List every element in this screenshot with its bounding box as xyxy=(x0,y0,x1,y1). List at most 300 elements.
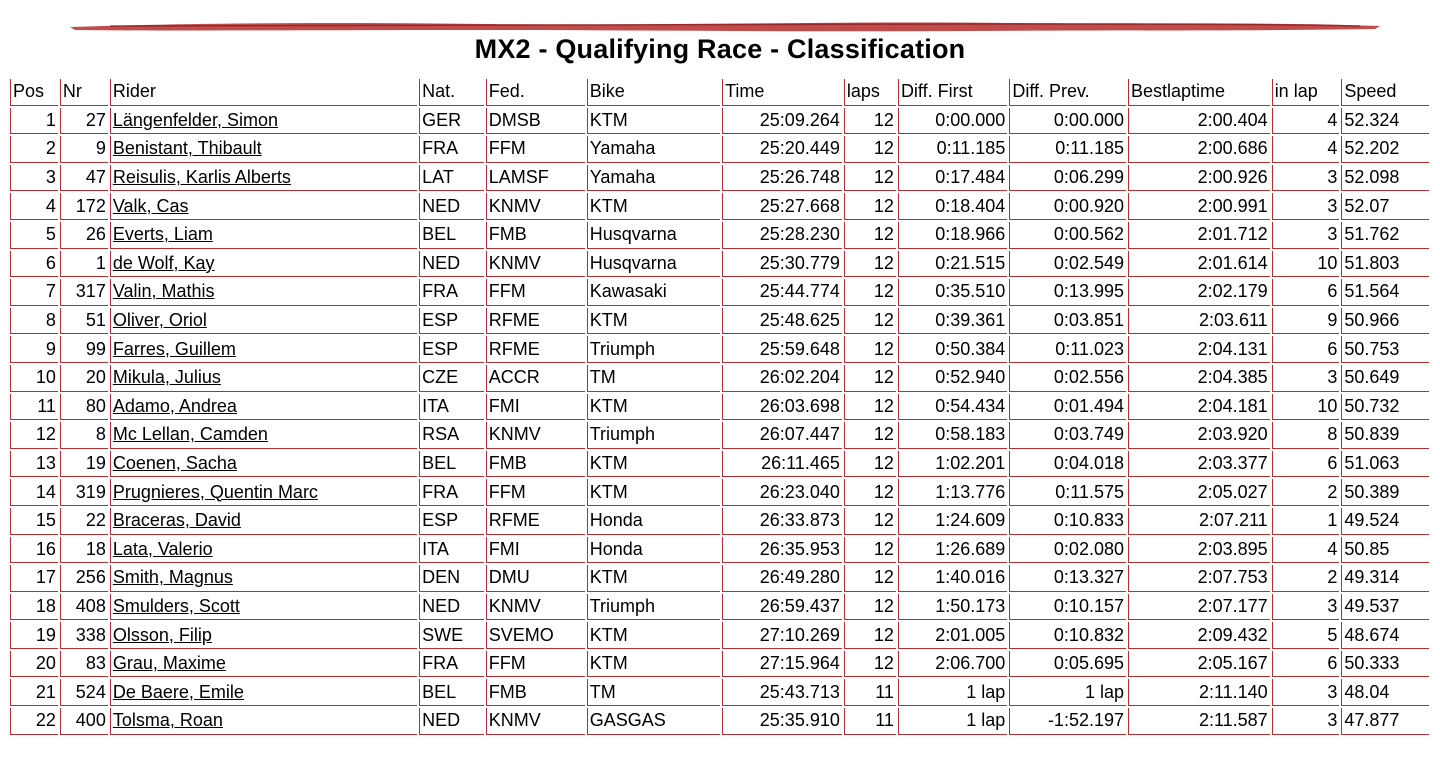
table-row xyxy=(10,594,1429,621)
bike-cell: KTM xyxy=(587,651,720,678)
in-lap-cell: 3 xyxy=(1272,365,1340,392)
nr-cell: 20 xyxy=(60,365,108,392)
in-lap-cell: 3 xyxy=(1272,594,1340,621)
nat-cell: ITA xyxy=(419,537,484,564)
diff-first-cell: 1:50.173 xyxy=(898,594,1007,621)
time-cell: 25:35.910 xyxy=(722,708,842,735)
rider-link[interactable]: Olsson, Filip xyxy=(112,624,212,645)
rider-cell xyxy=(110,108,417,135)
bestlaptime-cell: 2:04.131 xyxy=(1128,336,1270,363)
diff-prev-cell: 0:00.920 xyxy=(1009,193,1126,220)
rider-link[interactable]: de Wolf, Kay xyxy=(112,252,215,273)
nat-cell: BEL xyxy=(419,451,484,478)
in-lap-cell: 10 xyxy=(1272,251,1340,278)
nr-cell: 400 xyxy=(60,708,108,735)
speed-cell: 50.839 xyxy=(1341,422,1429,449)
time-cell: 26:33.873 xyxy=(722,508,842,535)
nr-cell: 317 xyxy=(60,279,108,306)
rider-link[interactable]: Valin, Mathis xyxy=(112,281,215,302)
nr-cell: 19 xyxy=(60,451,108,478)
rider-link[interactable]: Prugnieres, Quentin Marc xyxy=(112,481,318,502)
in-lap-cell: 3 xyxy=(1272,222,1340,249)
table-row xyxy=(10,537,1429,564)
laps-cell: 12 xyxy=(844,279,896,306)
diff-first-cell: 0:54.434 xyxy=(898,394,1007,421)
fed-cell: DMU xyxy=(486,565,585,592)
table-row xyxy=(10,679,1429,706)
nr-cell: 47 xyxy=(60,165,108,192)
rider-cell xyxy=(110,622,417,649)
diff-first-cell: 1:40.016 xyxy=(898,565,1007,592)
nat-cell: NED xyxy=(419,251,484,278)
diff-first-cell: 0:21.515 xyxy=(898,251,1007,278)
speed-cell: 50.389 xyxy=(1341,479,1429,506)
fed-cell: RFME xyxy=(486,336,585,363)
bike-cell: TM xyxy=(587,365,720,392)
in-lap-cell: 6 xyxy=(1272,279,1340,306)
nr-cell: 8 xyxy=(60,422,108,449)
table-row xyxy=(10,394,1429,421)
rider-cell xyxy=(110,279,417,306)
nr-cell: 18 xyxy=(60,537,108,564)
diff-prev-cell: 0:10.833 xyxy=(1009,508,1126,535)
rider-cell xyxy=(110,422,417,449)
fed-cell: KNMV xyxy=(486,708,585,735)
rider-cell xyxy=(110,679,417,706)
laps-cell: 12 xyxy=(844,222,896,249)
pos-cell: 8 xyxy=(10,308,58,335)
rider-cell xyxy=(110,365,417,392)
bestlaptime-cell: 2:03.611 xyxy=(1128,308,1270,335)
diff-prev-cell: 0:11.023 xyxy=(1009,336,1126,363)
rider-cell xyxy=(110,508,417,535)
rider-link[interactable]: Coenen, Sacha xyxy=(112,453,237,474)
diff-prev-cell: 0:05.695 xyxy=(1009,651,1126,678)
laps-cell: 12 xyxy=(844,136,896,163)
in-lap-cell: 3 xyxy=(1272,679,1340,706)
pos-cell: 19 xyxy=(10,622,58,649)
table-row xyxy=(10,479,1429,506)
diff-first-cell: 0:11.185 xyxy=(898,136,1007,163)
diff-first-cell: 0:00.000 xyxy=(898,108,1007,135)
bestlaptime-cell: 2:03.377 xyxy=(1128,451,1270,478)
rider-cell xyxy=(110,193,417,220)
nat-cell: CZE xyxy=(419,365,484,392)
time-cell: 25:59.648 xyxy=(722,336,842,363)
bestlaptime-cell: 2:05.027 xyxy=(1128,479,1270,506)
diff-prev-cell: 0:04.018 xyxy=(1009,451,1126,478)
nat-cell: RSA xyxy=(419,422,484,449)
fed-cell: FMB xyxy=(486,451,585,478)
nr-cell: 99 xyxy=(60,336,108,363)
speed-cell: 51.762 xyxy=(1341,222,1429,249)
col-pos: Pos xyxy=(10,79,58,106)
in-lap-cell: 4 xyxy=(1272,136,1340,163)
diff-first-cell: 1:24.609 xyxy=(898,508,1007,535)
fed-cell: LAMSF xyxy=(486,165,585,192)
bestlaptime-cell: 2:00.991 xyxy=(1128,193,1270,220)
table-row xyxy=(10,308,1429,335)
classification-table xyxy=(8,77,1431,737)
rider-link[interactable]: Adamo, Andrea xyxy=(112,395,237,416)
rider-link[interactable]: Mikula, Julius xyxy=(112,367,221,388)
bike-cell: Triumph xyxy=(587,422,720,449)
nr-cell: 51 xyxy=(60,308,108,335)
in-lap-cell: 9 xyxy=(1272,308,1340,335)
diff-prev-cell: 0:03.851 xyxy=(1009,308,1126,335)
rider-cell xyxy=(110,708,417,735)
rider-link[interactable]: Benistant, Thibault xyxy=(112,138,262,159)
diff-prev-cell: -1:52.197 xyxy=(1009,708,1126,735)
table-row xyxy=(10,108,1429,135)
bestlaptime-cell: 2:01.712 xyxy=(1128,222,1270,249)
rider-link[interactable]: Smith, Magnus xyxy=(112,567,233,588)
nat-cell: DEN xyxy=(419,565,484,592)
fed-cell: FMB xyxy=(486,679,585,706)
laps-cell: 11 xyxy=(844,708,896,735)
table-row xyxy=(10,565,1429,592)
time-cell: 26:59.437 xyxy=(722,594,842,621)
nr-cell: 27 xyxy=(60,108,108,135)
rider-cell xyxy=(110,308,417,335)
diff-first-cell: 1:02.201 xyxy=(898,451,1007,478)
fed-cell: KNMV xyxy=(486,193,585,220)
speed-cell: 50.753 xyxy=(1341,336,1429,363)
nr-cell: 408 xyxy=(60,594,108,621)
laps-cell: 12 xyxy=(844,251,896,278)
pos-cell: 9 xyxy=(10,336,58,363)
col-nr: Nr xyxy=(60,79,108,106)
col-time: Time xyxy=(722,79,842,106)
speed-cell: 48.674 xyxy=(1341,622,1429,649)
bestlaptime-cell: 2:00.404 xyxy=(1128,108,1270,135)
time-cell: 26:07.447 xyxy=(722,422,842,449)
laps-cell: 12 xyxy=(844,193,896,220)
diff-prev-cell: 0:01.494 xyxy=(1009,394,1126,421)
fed-cell: KNMV xyxy=(486,251,585,278)
table-row xyxy=(10,508,1429,535)
rider-link[interactable]: Smulders, Scott xyxy=(112,595,240,616)
nat-cell: GER xyxy=(419,108,484,135)
diff-first-cell: 0:39.361 xyxy=(898,308,1007,335)
laps-cell: 12 xyxy=(844,165,896,192)
table-row xyxy=(10,651,1429,678)
rider-link[interactable]: De Baere, Emile xyxy=(112,681,244,702)
time-cell: 25:30.779 xyxy=(722,251,842,278)
bike-cell: KTM xyxy=(587,451,720,478)
rider-cell xyxy=(110,336,417,363)
nat-cell: FRA xyxy=(419,651,484,678)
bike-cell: Honda xyxy=(587,508,720,535)
rider-link[interactable]: Grau, Maxime xyxy=(112,653,226,674)
fed-cell: DMSB xyxy=(486,108,585,135)
nr-cell: 83 xyxy=(60,651,108,678)
time-cell: 25:44.774 xyxy=(722,279,842,306)
diff-prev-cell: 0:00.000 xyxy=(1009,108,1126,135)
rider-link[interactable]: Valk, Cas xyxy=(112,195,189,216)
bike-cell: KTM xyxy=(587,193,720,220)
col-fed: Fed. xyxy=(486,79,585,106)
nat-cell: FRA xyxy=(419,279,484,306)
in-lap-cell: 3 xyxy=(1272,708,1340,735)
speed-cell: 50.649 xyxy=(1341,365,1429,392)
rider-cell xyxy=(110,594,417,621)
time-cell: 26:02.204 xyxy=(722,365,842,392)
page-title: MX2 - Qualifying Race - Classification xyxy=(474,34,966,64)
bike-cell: Husqvarna xyxy=(587,251,720,278)
pos-cell: 16 xyxy=(10,537,58,564)
bestlaptime-cell: 2:04.385 xyxy=(1128,365,1270,392)
table-row xyxy=(10,451,1429,478)
col-rider: Rider xyxy=(110,79,417,106)
rider-link[interactable]: Reisulis, Karlis Alberts xyxy=(112,167,291,188)
time-cell: 27:10.269 xyxy=(722,622,842,649)
bike-cell: KTM xyxy=(587,108,720,135)
bike-cell: KTM xyxy=(587,308,720,335)
laps-cell: 12 xyxy=(844,365,896,392)
pos-cell: 21 xyxy=(10,679,58,706)
col-in-lap: in lap xyxy=(1272,79,1340,106)
rider-cell xyxy=(110,136,417,163)
fed-cell: RFME xyxy=(486,308,585,335)
nr-cell: 26 xyxy=(60,222,108,249)
nr-cell: 338 xyxy=(60,622,108,649)
rider-cell xyxy=(110,251,417,278)
rider-link[interactable]: Oliver, Oriol xyxy=(112,310,207,331)
time-cell: 25:20.449 xyxy=(722,136,842,163)
diff-first-cell: 0:17.484 xyxy=(898,165,1007,192)
col-diff-first: Diff. First xyxy=(898,79,1007,106)
bestlaptime-cell: 2:05.167 xyxy=(1128,651,1270,678)
col-bestlaptime: Bestlaptime xyxy=(1128,79,1270,106)
in-lap-cell: 1 xyxy=(1272,508,1340,535)
bestlaptime-cell: 2:07.211 xyxy=(1128,508,1270,535)
laps-cell: 12 xyxy=(844,394,896,421)
rider-link[interactable]: Farres, Guillem xyxy=(112,338,236,359)
pos-cell: 22 xyxy=(10,708,58,735)
laps-cell: 12 xyxy=(844,537,896,564)
pos-cell: 1 xyxy=(10,108,58,135)
diff-prev-cell: 0:02.080 xyxy=(1009,537,1126,564)
nat-cell: BEL xyxy=(419,679,484,706)
pos-cell: 17 xyxy=(10,565,58,592)
diff-prev-cell: 0:02.556 xyxy=(1009,365,1126,392)
pos-cell: 11 xyxy=(10,394,58,421)
time-cell: 25:27.668 xyxy=(722,193,842,220)
diff-prev-cell: 0:02.549 xyxy=(1009,251,1126,278)
col-speed: Speed xyxy=(1341,79,1429,106)
nat-cell: NED xyxy=(419,594,484,621)
in-lap-cell: 6 xyxy=(1272,651,1340,678)
bike-cell: Yamaha xyxy=(587,136,720,163)
nr-cell: 319 xyxy=(60,479,108,506)
in-lap-cell: 2 xyxy=(1272,479,1340,506)
diff-prev-cell: 0:10.832 xyxy=(1009,622,1126,649)
rider-cell xyxy=(110,394,417,421)
in-lap-cell: 10 xyxy=(1272,394,1340,421)
rider-cell xyxy=(110,651,417,678)
diff-first-cell: 0:35.510 xyxy=(898,279,1007,306)
time-cell: 26:11.465 xyxy=(722,451,842,478)
nat-cell: FRA xyxy=(419,136,484,163)
nat-cell: LAT xyxy=(419,165,484,192)
laps-cell: 12 xyxy=(844,451,896,478)
speed-cell: 49.524 xyxy=(1341,508,1429,535)
fed-cell: KNMV xyxy=(486,422,585,449)
rider-link[interactable]: Tolsma, Roan xyxy=(112,710,223,731)
diff-prev-cell: 1 lap xyxy=(1009,679,1126,706)
speed-cell: 50.333 xyxy=(1341,651,1429,678)
bike-cell: Husqvarna xyxy=(587,222,720,249)
diff-prev-cell: 0:11.575 xyxy=(1009,479,1126,506)
fed-cell: FMI xyxy=(486,537,585,564)
pos-cell: 7 xyxy=(10,279,58,306)
rider-cell xyxy=(110,165,417,192)
diff-prev-cell: 0:10.157 xyxy=(1009,594,1126,621)
speed-cell: 51.564 xyxy=(1341,279,1429,306)
laps-cell: 12 xyxy=(844,308,896,335)
col-laps: laps xyxy=(844,79,896,106)
speed-cell: 51.063 xyxy=(1341,451,1429,478)
diff-prev-cell: 0:06.299 xyxy=(1009,165,1126,192)
pos-cell: 14 xyxy=(10,479,58,506)
laps-cell: 12 xyxy=(844,336,896,363)
bike-cell: KTM xyxy=(587,394,720,421)
rider-cell xyxy=(110,451,417,478)
diff-first-cell: 1:13.776 xyxy=(898,479,1007,506)
bestlaptime-cell: 2:00.926 xyxy=(1128,165,1270,192)
col-diff-prev: Diff. Prev. xyxy=(1009,79,1126,106)
diff-first-cell: 0:18.966 xyxy=(898,222,1007,249)
in-lap-cell: 8 xyxy=(1272,422,1340,449)
bike-cell: KTM xyxy=(587,565,720,592)
laps-cell: 12 xyxy=(844,422,896,449)
time-cell: 26:35.953 xyxy=(722,537,842,564)
bike-cell: Kawasaki xyxy=(587,279,720,306)
nat-cell: NED xyxy=(419,708,484,735)
col-bike: Bike xyxy=(587,79,720,106)
time-cell: 25:26.748 xyxy=(722,165,842,192)
bestlaptime-cell: 2:00.686 xyxy=(1128,136,1270,163)
diff-first-cell: 2:01.005 xyxy=(898,622,1007,649)
pos-cell: 5 xyxy=(10,222,58,249)
rider-link[interactable]: Mc Lellan, Camden xyxy=(112,424,268,445)
speed-cell: 52.07 xyxy=(1341,193,1429,220)
nr-cell: 22 xyxy=(60,508,108,535)
diff-first-cell: 1 lap xyxy=(898,679,1007,706)
speed-cell: 52.202 xyxy=(1341,136,1429,163)
bike-cell: GASGAS xyxy=(587,708,720,735)
header-row xyxy=(10,79,1429,106)
pos-cell: 2 xyxy=(10,136,58,163)
diff-prev-cell: 0:03.749 xyxy=(1009,422,1126,449)
table-row xyxy=(10,279,1429,306)
table-row xyxy=(10,622,1429,649)
in-lap-cell: 6 xyxy=(1272,336,1340,363)
bestlaptime-cell: 2:03.895 xyxy=(1128,537,1270,564)
rider-cell xyxy=(110,479,417,506)
bestlaptime-cell: 2:07.753 xyxy=(1128,565,1270,592)
laps-cell: 11 xyxy=(844,679,896,706)
fed-cell: FFM xyxy=(486,279,585,306)
in-lap-cell: 4 xyxy=(1272,108,1340,135)
nat-cell: ESP xyxy=(419,336,484,363)
time-cell: 26:23.040 xyxy=(722,479,842,506)
time-cell: 26:49.280 xyxy=(722,565,842,592)
bike-cell: Triumph xyxy=(587,336,720,363)
pos-cell: 20 xyxy=(10,651,58,678)
bestlaptime-cell: 2:04.181 xyxy=(1128,394,1270,421)
fed-cell: FFM xyxy=(486,651,585,678)
bike-cell: TM xyxy=(587,679,720,706)
speed-cell: 49.314 xyxy=(1341,565,1429,592)
pos-cell: 6 xyxy=(10,251,58,278)
nat-cell: ESP xyxy=(419,508,484,535)
rider-link[interactable]: Everts, Liam xyxy=(112,224,213,245)
laps-cell: 12 xyxy=(844,622,896,649)
rider-link[interactable]: Braceras, David xyxy=(112,510,241,531)
rider-link[interactable]: Lata, Valerio xyxy=(112,538,213,559)
diff-prev-cell: 0:13.995 xyxy=(1009,279,1126,306)
laps-cell: 12 xyxy=(844,565,896,592)
fed-cell: ACCR xyxy=(486,365,585,392)
time-cell: 25:28.230 xyxy=(722,222,842,249)
nat-cell: SWE xyxy=(419,622,484,649)
time-cell: 25:48.625 xyxy=(722,308,842,335)
bike-cell: Yamaha xyxy=(587,165,720,192)
table-row xyxy=(10,136,1429,163)
nr-cell: 172 xyxy=(60,193,108,220)
bestlaptime-cell: 2:09.432 xyxy=(1128,622,1270,649)
in-lap-cell: 5 xyxy=(1272,622,1340,649)
nr-cell: 256 xyxy=(60,565,108,592)
table-row xyxy=(10,251,1429,278)
fed-cell: SVEMO xyxy=(486,622,585,649)
fed-cell: FFM xyxy=(486,136,585,163)
time-cell: 25:43.713 xyxy=(722,679,842,706)
diff-first-cell: 0:58.183 xyxy=(898,422,1007,449)
in-lap-cell: 3 xyxy=(1272,193,1340,220)
rider-link[interactable]: Längenfelder, Simon xyxy=(112,109,278,130)
fed-cell: FFM xyxy=(486,479,585,506)
bestlaptime-cell: 2:11.587 xyxy=(1128,708,1270,735)
rider-cell xyxy=(110,537,417,564)
nat-cell: ESP xyxy=(419,308,484,335)
speed-cell: 47.877 xyxy=(1341,708,1429,735)
time-cell: 26:03.698 xyxy=(722,394,842,421)
in-lap-cell: 6 xyxy=(1272,451,1340,478)
laps-cell: 12 xyxy=(844,651,896,678)
diff-first-cell: 0:50.384 xyxy=(898,336,1007,363)
table-row xyxy=(10,365,1429,392)
table-row xyxy=(10,165,1429,192)
fed-cell: KNMV xyxy=(486,594,585,621)
bike-cell: KTM xyxy=(587,622,720,649)
fed-cell: FMI xyxy=(486,394,585,421)
nr-cell: 1 xyxy=(60,251,108,278)
in-lap-cell: 2 xyxy=(1272,565,1340,592)
table-row xyxy=(10,193,1429,220)
table-row xyxy=(10,222,1429,249)
table-row xyxy=(10,708,1429,735)
diff-first-cell: 2:06.700 xyxy=(898,651,1007,678)
speed-cell: 52.324 xyxy=(1341,108,1429,135)
speed-cell: 52.098 xyxy=(1341,165,1429,192)
time-cell: 25:09.264 xyxy=(722,108,842,135)
nr-cell: 80 xyxy=(60,394,108,421)
speed-cell: 49.537 xyxy=(1341,594,1429,621)
pos-cell: 18 xyxy=(10,594,58,621)
